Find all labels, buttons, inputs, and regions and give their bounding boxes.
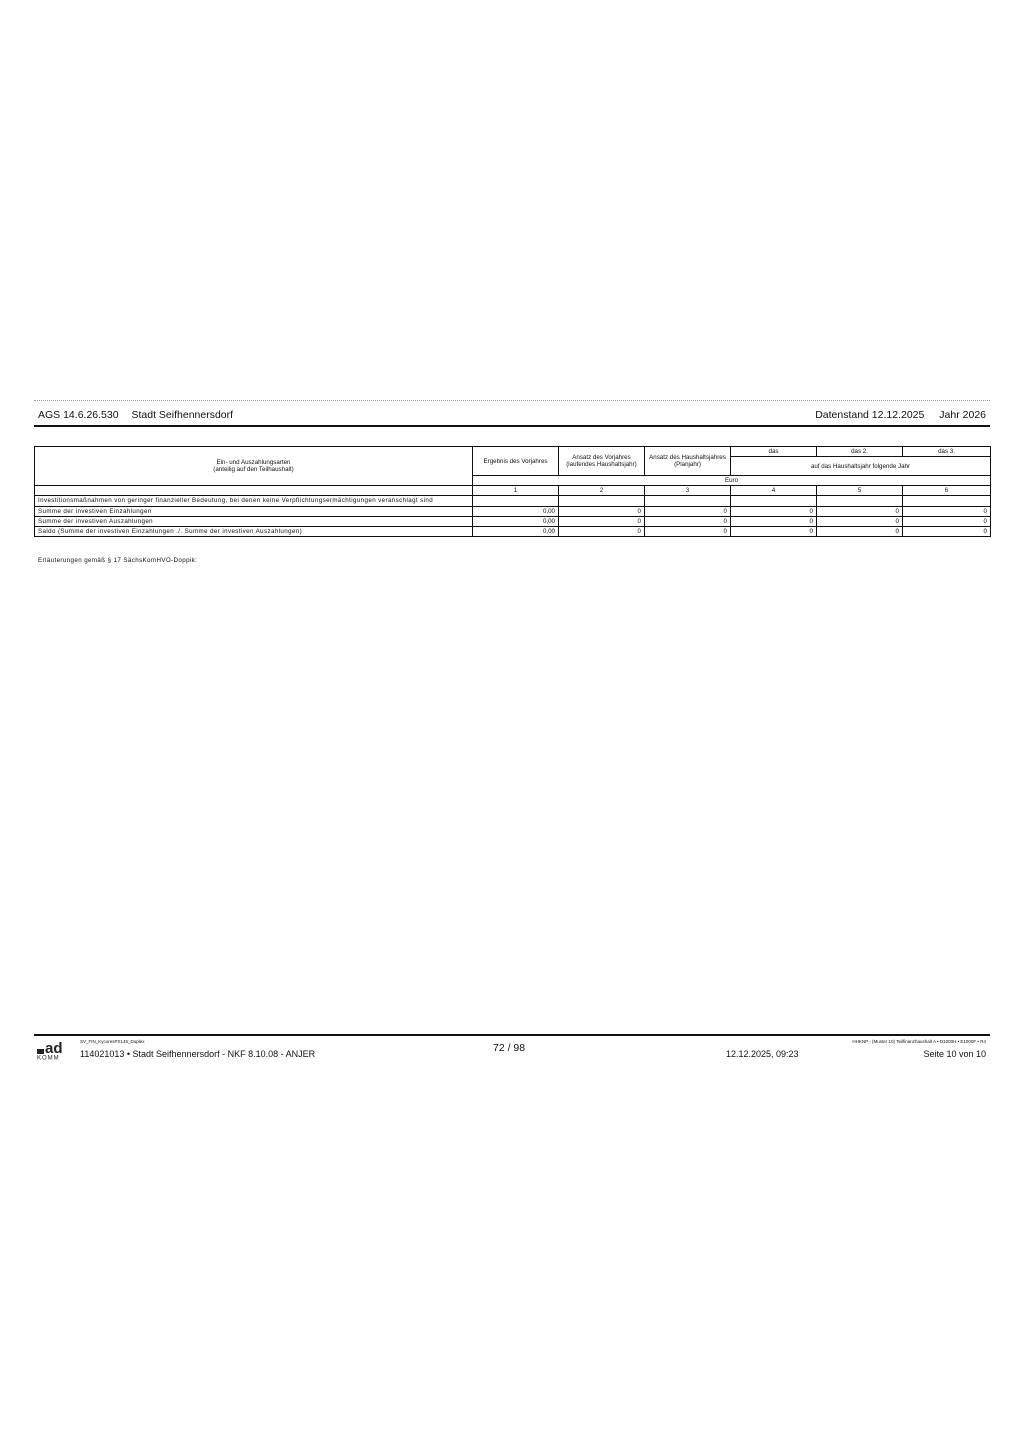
row-value: 0 (817, 516, 903, 526)
row-value (817, 496, 903, 506)
row-label: Investitionsmaßnahmen von geringer finanzieller Bedeutung, bei denen keine Verpflichtungsermächtigungen veranschlagt sind (35, 496, 473, 506)
col3-header: Ansatz des Haushaltsjahres (Planjahr) (645, 447, 731, 476)
following-years-header: auf das Haushaltsjahr folgende Jahr (731, 457, 991, 476)
top-dotted-separator (34, 400, 990, 401)
col-number: 5 (817, 486, 903, 496)
desc-header-line2: (anteilig auf den Teilhaushalt) (213, 466, 294, 474)
table-row (35, 506, 991, 516)
table-row (35, 516, 991, 526)
col4-header: das (731, 447, 817, 457)
row-value: 0 (731, 526, 817, 536)
footer-page-count: 72 / 98 (493, 1042, 526, 1054)
footer-rule (34, 1034, 990, 1036)
col-number: 4 (731, 486, 817, 496)
adkomm-logo (37, 1041, 74, 1060)
row-value: 0 (903, 506, 991, 516)
row-value: 0 (817, 526, 903, 536)
plan-year: Jahr 2026 (939, 409, 986, 421)
ags-code: AGS 14.6.26.530 (38, 409, 119, 421)
datenstand: Datenstand 12.12.2025 (815, 409, 925, 421)
row-value: 0,00 (473, 506, 559, 516)
footer-timestamp: 12.12.2025, 09:23 (726, 1049, 799, 1059)
row-value (473, 496, 559, 506)
row-value: 0 (731, 516, 817, 526)
row-label: Summe der investiven Einzahlungen (35, 506, 473, 516)
col-number: 3 (645, 486, 731, 496)
row-value: 0 (645, 526, 731, 536)
logo-komm-text: KOMM (37, 1055, 60, 1060)
logo-ad-text: ad (45, 1041, 63, 1057)
desc-header-line1: Ein- und Auszahlungsarten (216, 459, 291, 466)
row-value: 0 (559, 516, 645, 526)
col-number-spacer (35, 486, 473, 496)
footer-doc-id: SV_FIN_KycoresPS145_Duplex (80, 1039, 145, 1044)
page-header (34, 407, 990, 427)
row-value: 0 (731, 506, 817, 516)
header-left (38, 409, 233, 421)
row-value: 0 (903, 516, 991, 526)
footer-section-page: Seite 10 von 10 (923, 1049, 986, 1059)
row-value (645, 496, 731, 506)
col-number: 1 (473, 486, 559, 496)
row-value: 0,00 (473, 526, 559, 536)
row-value (903, 496, 991, 506)
row-label: Saldo (Summe der investiven Einzahlungen ./. Summe der investiven Auszahlungen) (35, 526, 473, 536)
unit-header: Euro (473, 476, 991, 486)
row-value: 0 (559, 526, 645, 536)
row-value: 0 (903, 526, 991, 536)
finance-table (34, 446, 991, 537)
row-value: 0 (645, 506, 731, 516)
col1-header: Ergebnis des Vorjahres (473, 447, 559, 476)
explanation-note: Erläuterungen gemäß § 17 SächsKomHVO-Doppik: (38, 557, 198, 564)
row-value: 0 (817, 506, 903, 516)
row-value: 0,00 (473, 516, 559, 526)
col6-header: das 3. (903, 447, 991, 457)
city-name: Stadt Seifhennersdorf (131, 409, 234, 421)
footer-source: 114021013 • Stadt Seifhennersdorf - NKF 8.10.08 - ANJER (80, 1049, 316, 1059)
header-right (815, 409, 986, 421)
col2-header: Ansatz des Vorjahres (laufendes Haushaltsjahr) (559, 447, 645, 476)
row-label: Summe der investiven Auszahlungen (35, 516, 473, 526)
row-value: 0 (559, 506, 645, 516)
row-value (731, 496, 817, 506)
col-number: 2 (559, 486, 645, 496)
col-number: 6 (903, 486, 991, 496)
table-row (35, 496, 991, 506)
footer-form-id: HHKNP - (Muster 10) Teilfinanzhaushalt A • D1000H • E1000F • R4 (852, 1039, 986, 1044)
desc-column-header (35, 447, 473, 486)
table-row (35, 526, 991, 536)
row-value (559, 496, 645, 506)
row-value: 0 (645, 516, 731, 526)
col5-header: das 2. (817, 447, 903, 457)
